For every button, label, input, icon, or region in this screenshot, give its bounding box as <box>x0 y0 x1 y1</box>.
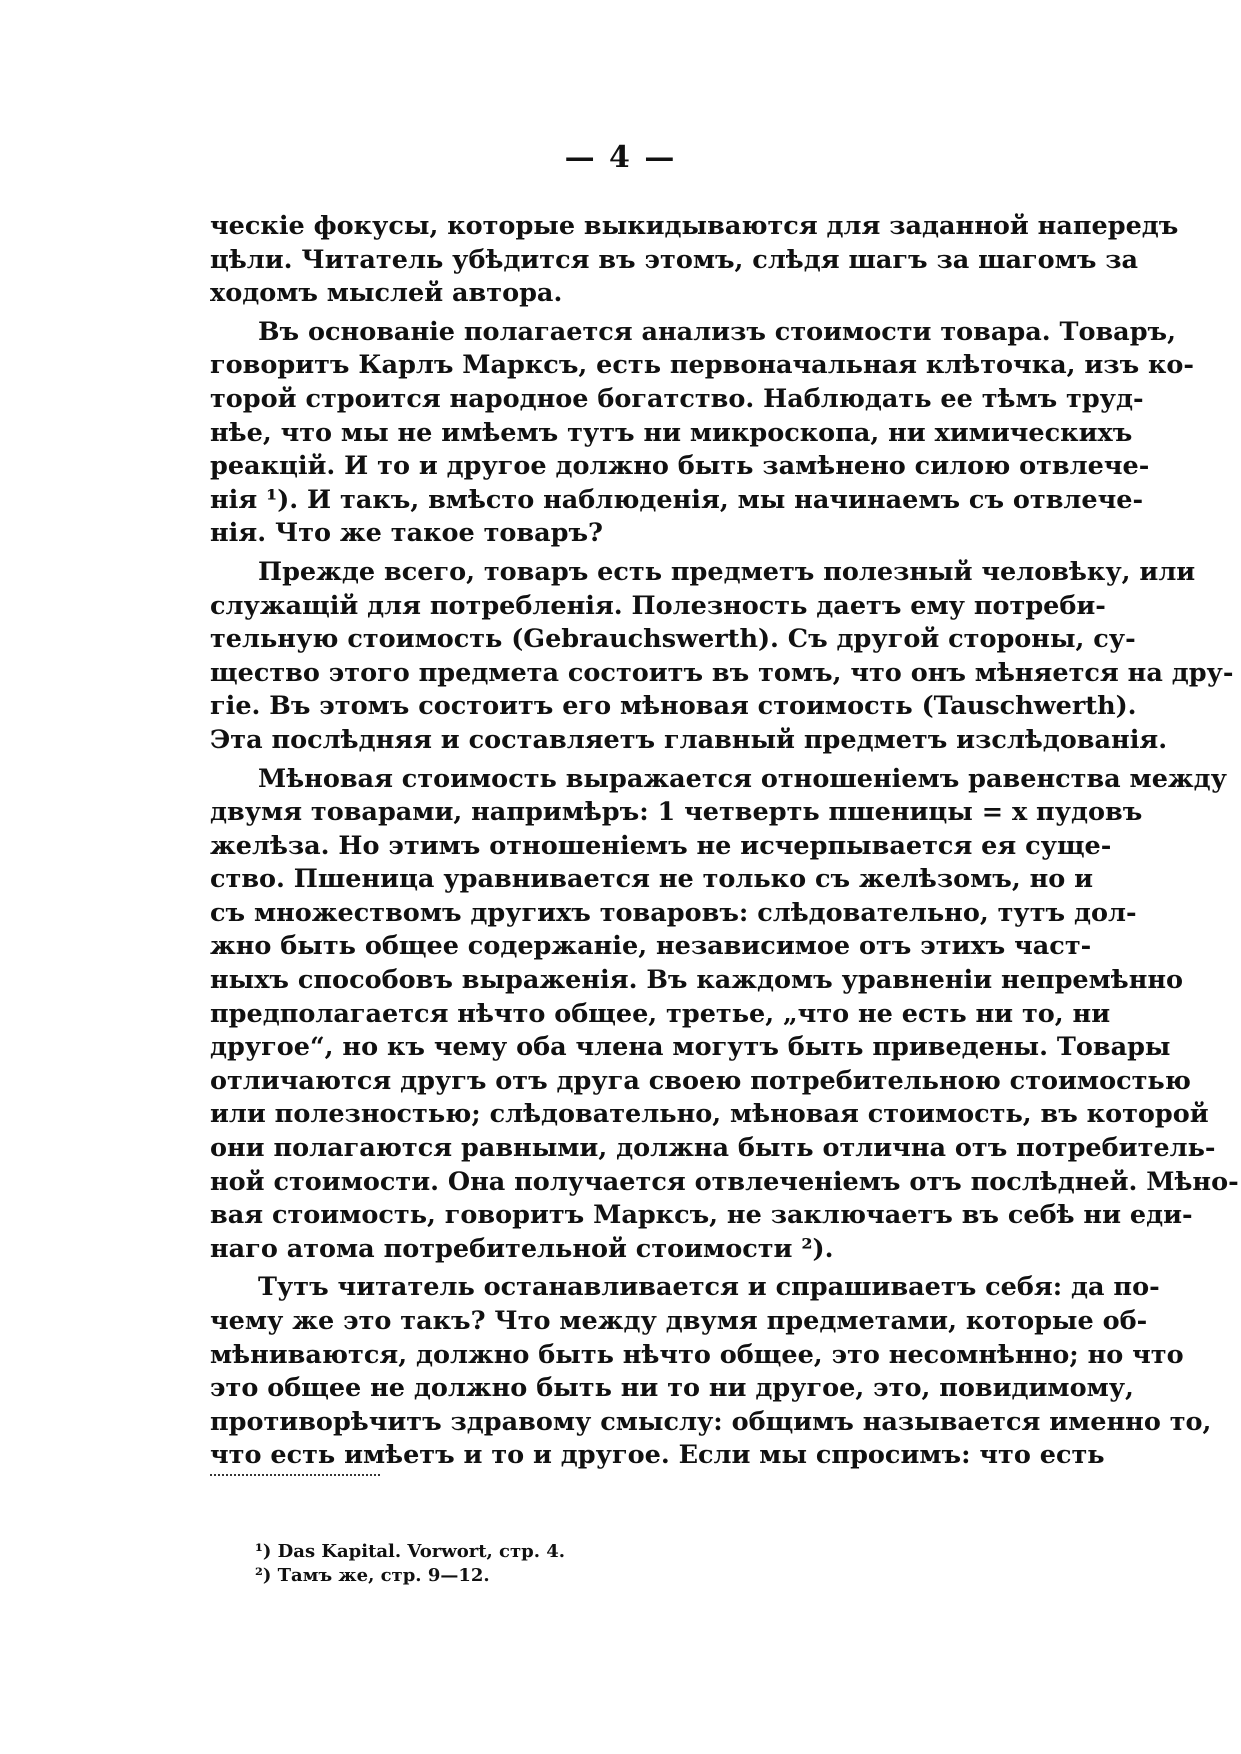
text-line: мѣниваются, должно быть нѣчто общее, это несомнѣнно; но что <box>210 1339 1184 1370</box>
text-line: говоритъ Карлъ Марксъ, есть первоначальная клѣточка, изъ ко- <box>210 350 1195 381</box>
text-line: вая стоимость, говоритъ Марксъ, не заключаетъ въ себѣ ни еди- <box>210 1200 1193 1231</box>
text-line: нія ¹). И такъ, вмѣсто наблюденія, мы начинаемъ съ отвлече- <box>210 484 1144 515</box>
text-line: они полагаются равными, должна быть отлична отъ потребитель- <box>210 1133 1216 1164</box>
text-line: съ множествомъ другихъ товаровъ: слѣдовательно, тутъ дол- <box>210 897 1137 928</box>
text-line: это общее не должно быть ни то ни другое, это, повидимому, <box>210 1373 1134 1404</box>
text-line: двумя товарами, напримѣръ: 1 четверть пшеницы = x пудовъ <box>210 797 1143 828</box>
text-line: что есть имѣетъ и то и другое. Если мы спросимъ: что есть <box>210 1440 1105 1471</box>
text-line: ство. Пшеница уравнивается не только съ желѣзомъ, но и <box>210 864 1094 895</box>
text-line: предполагается нѣчто общее, третье, „что не есть ни то, ни <box>210 998 1111 1029</box>
text-line: чему же это такъ? Что между двумя предметами, которые об- <box>210 1306 1148 1336</box>
text-line: Прежде всего, товаръ есть предметъ полезный человѣку, или <box>258 556 1196 587</box>
main-text <box>210 210 1239 1473</box>
text-line: цѣли. Читатель убѣдится въ этомъ, слѣдя шагъ за шагомъ за <box>210 244 1139 275</box>
text-line: Мѣновая стоимость выражается отношеніемъ равенства между <box>258 763 1227 794</box>
text-line: реакцій. И то и другое должно быть замѣнено силою отвлече- <box>210 451 1150 482</box>
text-line: Въ основаніе полагается анализъ стоимости товара. Товаръ, <box>258 316 1176 347</box>
page-number: — 4 — <box>564 140 677 175</box>
text-line: ныхъ способовъ выраженія. Въ каждомъ уравненіи непремѣнно <box>210 965 1184 996</box>
text-line: наго атома потребительной стоимости ²). <box>210 1233 834 1264</box>
text-line: отличаются другъ отъ друга своею потребительною стоимостью <box>210 1065 1191 1096</box>
text-line: ной стоимости. Она получается отвлеченіемъ отъ послѣдней. Мѣно- <box>210 1166 1239 1197</box>
text-line: нія. Что же такое товаръ? <box>210 518 603 549</box>
text-line: служащій для потребленія. Полезность даетъ ему потреби- <box>210 590 1106 621</box>
text-line: тельную стоимость (Gebrauchswerth). Съ другой стороны, су- <box>210 624 1136 655</box>
text-line: жно быть общее содержаніе, независимое отъ этихъ част- <box>210 931 1092 962</box>
footnote-divider <box>210 1474 380 1476</box>
text-line: ходомъ мыслей автора. <box>210 278 563 309</box>
text-line: желѣза. Но этимъ отношеніемъ не исчерпывается ея суще- <box>210 830 1112 861</box>
footnote: ²) Тамъ же, стр. 9—12. <box>255 1565 490 1586</box>
text-line: или полезностью; слѣдовательно, мѣновая стоимость, въ которой <box>210 1099 1209 1130</box>
text-line: ческіе фокусы, которые выкидываются для заданной напередъ <box>210 211 1179 241</box>
text-line: нѣе, что мы не имѣемъ тутъ ни микроскопа, ни химическихъ <box>210 417 1133 448</box>
text-line: щество этого предмета состоитъ въ томъ, что онъ мѣняется на дру- <box>210 657 1234 688</box>
text-line: противорѣчитъ здравому смыслу: общимъ называется именно то, <box>210 1406 1212 1437</box>
footnote: ¹) Das Kapital. Vorwort, стр. 4. <box>255 1541 566 1562</box>
text-line: Эта послѣдняя и составляетъ главный предметъ изслѣдованія. <box>210 724 1168 755</box>
text-line: Тутъ читатель останавливается и спрашиваетъ себя: да по- <box>258 1272 1160 1303</box>
text-line: торой строится народное богатство. Наблюдать ее тѣмъ труд- <box>210 383 1144 414</box>
text-line: другое“, но къ чему оба члена могутъ быть приведены. Товары <box>210 1032 1171 1063</box>
footnotes <box>255 1540 565 1588</box>
text-line: гіе. Въ этомъ состоитъ его мѣновая стоимость (Tauschwerth). <box>210 691 1137 722</box>
